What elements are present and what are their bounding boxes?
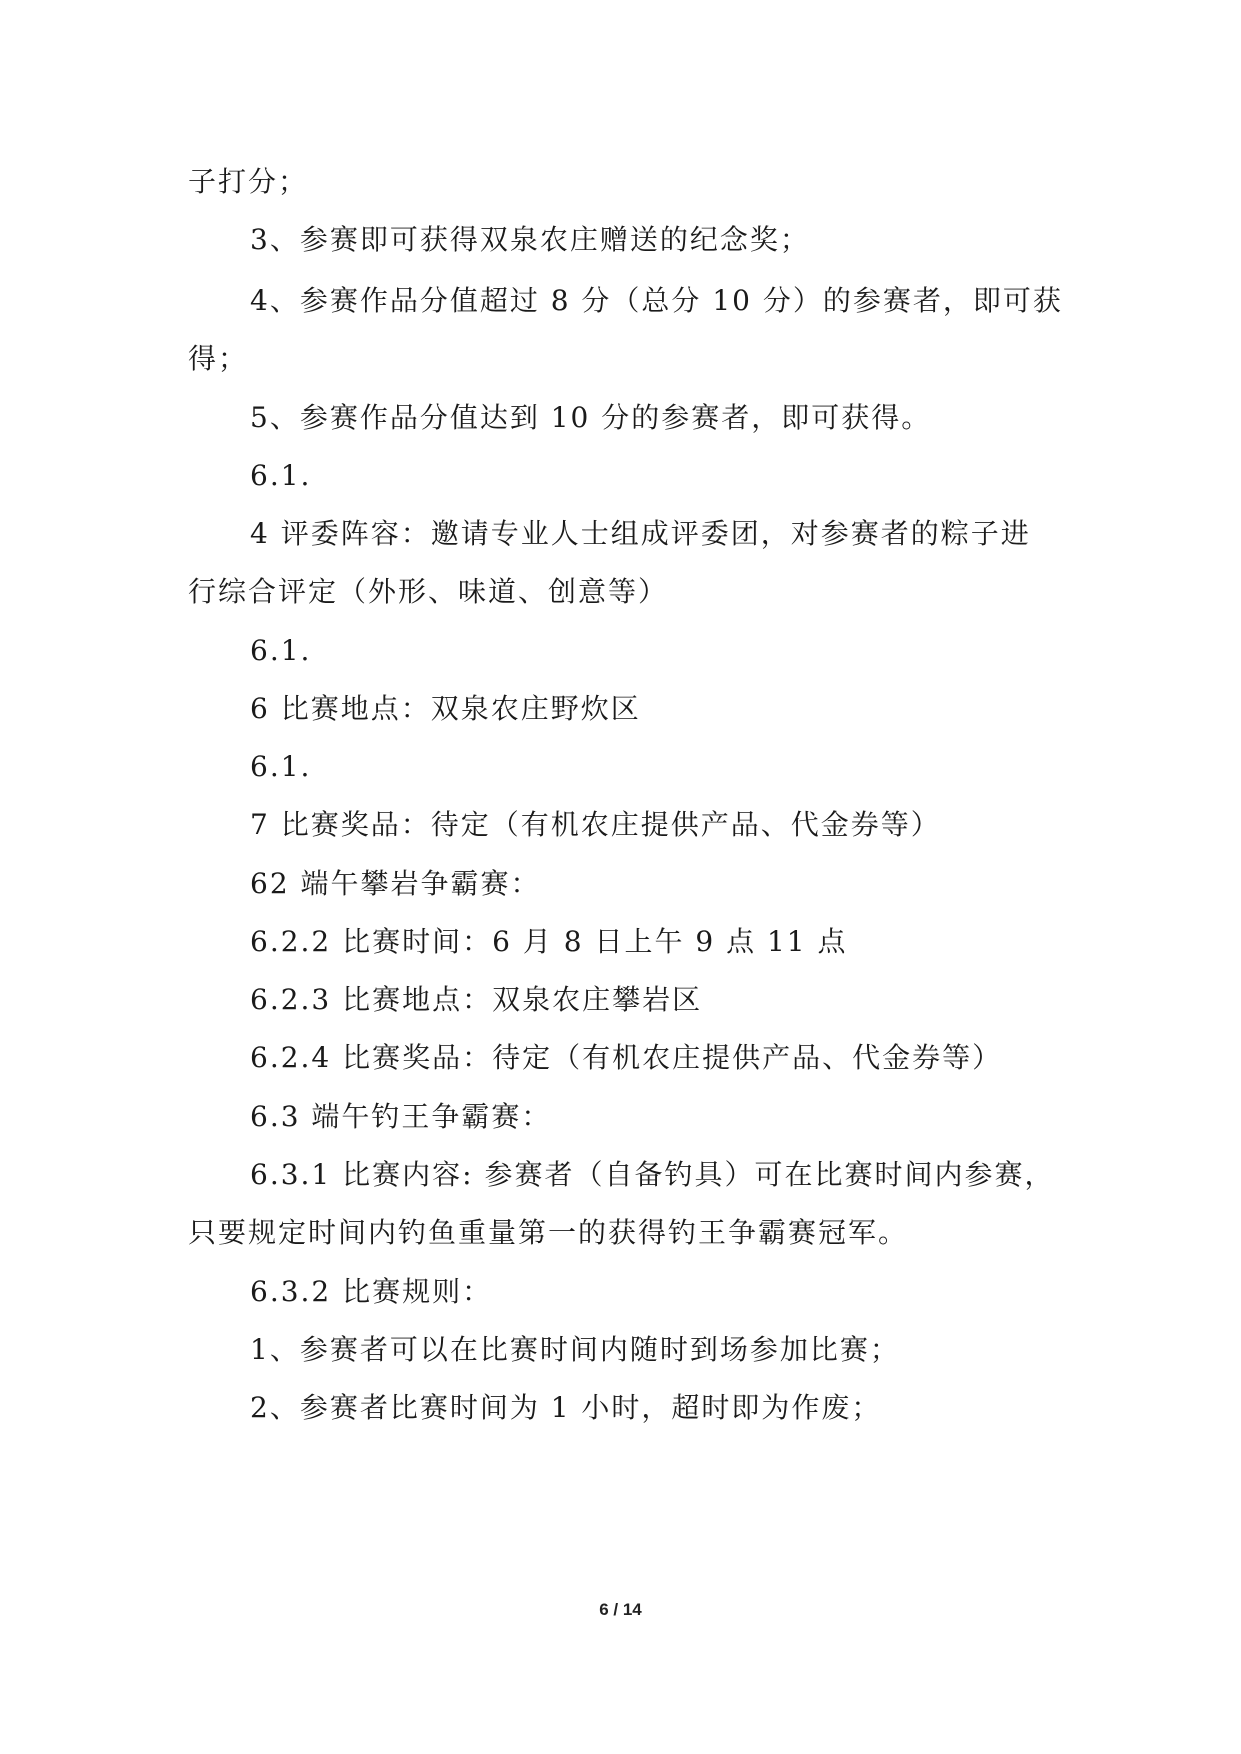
page-number: 6 / 14 [599, 1600, 642, 1619]
paragraph-line: 行综合评定（外形、味道、创意等） [188, 575, 669, 608]
paragraph-line: 62 端午攀岩争霸赛： [250, 867, 541, 900]
paragraph-line: 6.1. [250, 634, 312, 667]
paragraph-line: 6.3 端午钓王争霸赛： [250, 1100, 552, 1133]
paragraph-line: 6 比赛地点：双泉农庄野炊区 [250, 692, 641, 725]
paragraph-line: 只要规定时间内钓鱼重量第一的获得钓王争霸赛冠军。 [188, 1216, 909, 1249]
paragraph-line: 6.2.4 比赛奖品：待定（有机农庄提供产品、代金券等） [250, 1041, 1003, 1074]
paragraph-line: 2、参赛者比赛时间为 1 小时，超时即为作废； [250, 1391, 882, 1424]
paragraph-line: 5、参赛作品分值达到 10 分的参赛者，即可获得。 [250, 401, 932, 434]
paragraph-line: 6.2.2 比赛时间：6 月 8 日上午 9 点 11 点 [250, 925, 848, 958]
paragraph-line: 4 评委阵容：邀请专业人士组成评委团，对参赛者的粽子进 [250, 517, 1031, 550]
paragraph-line: 4、参赛作品分值超过 8 分（总分 10 分）的参赛者，即可获 [250, 284, 1063, 317]
paragraph-line: 得； [188, 342, 249, 375]
paragraph-line: 6.1. [250, 750, 312, 783]
paragraph-line: 7 比赛奖品：待定（有机农庄提供产品、代金券等） [250, 808, 941, 841]
paragraph-line: 6.1. [250, 459, 312, 492]
paragraph-line: 子打分； [188, 165, 309, 198]
paragraph-line: 6.3.1 比赛内容: 参赛者（自备钓具）可在比赛时间内参赛， [250, 1158, 1055, 1191]
paragraph-line: 3、参赛即可获得双泉农庄赠送的纪念奖； [250, 223, 810, 256]
paragraph-line: 6.3.2 比赛规则： [250, 1275, 493, 1308]
paragraph-line: 6.2.3 比赛地点：双泉农庄攀岩区 [250, 983, 703, 1016]
paragraph-line: 1、参赛者可以在比赛时间内随时到场参加比赛； [250, 1333, 900, 1366]
